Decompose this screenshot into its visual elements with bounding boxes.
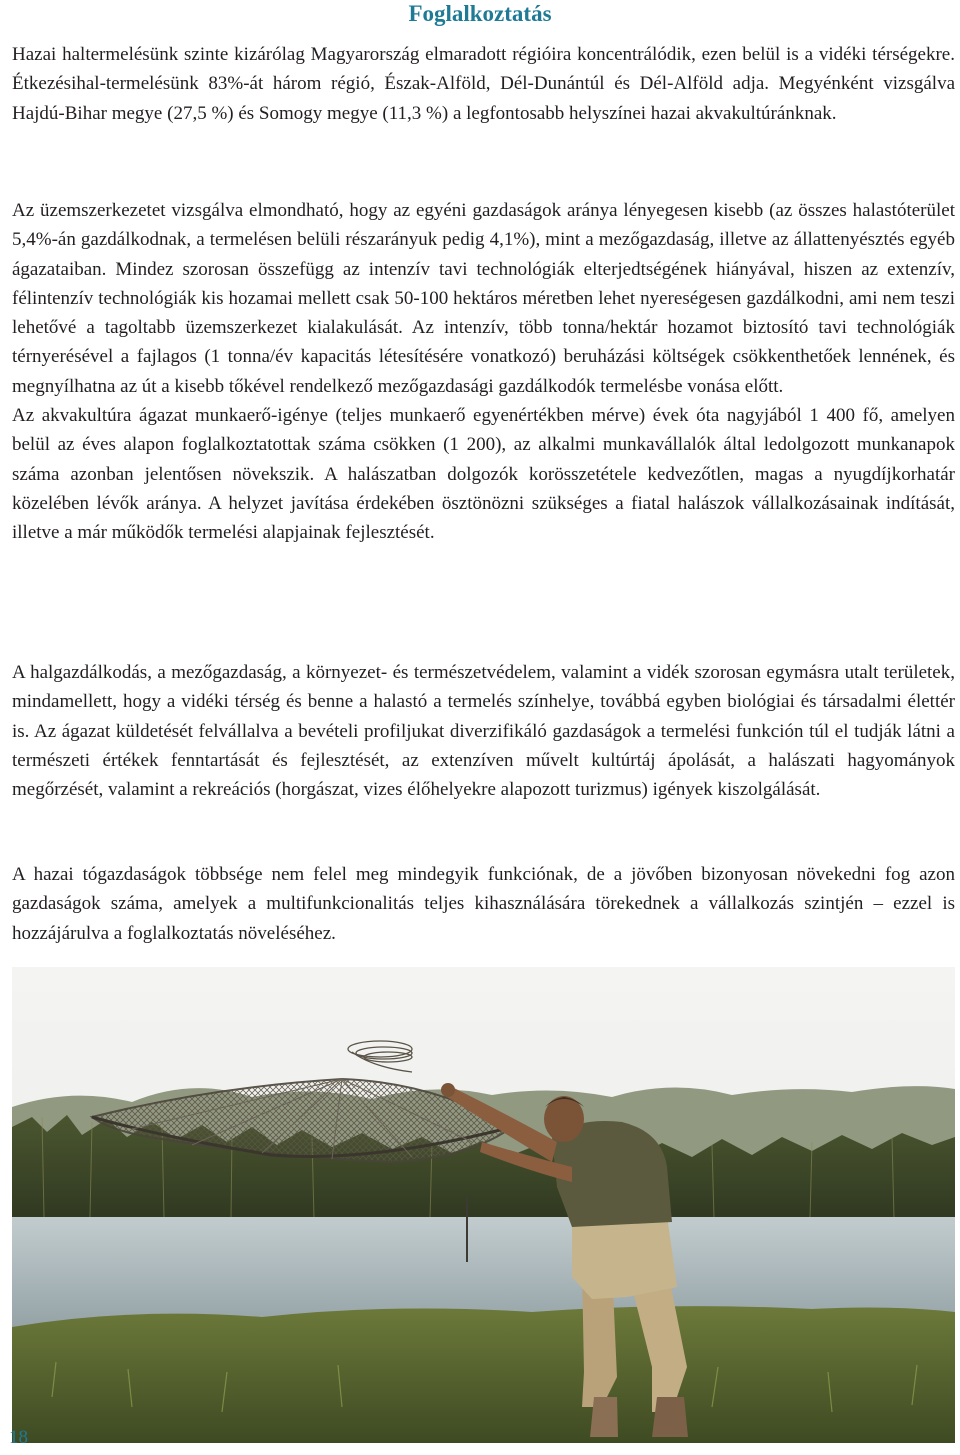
page-title: Foglalkoztatás — [408, 1, 552, 26]
text-block-structure — [12, 196, 955, 548]
text-block-outlook — [12, 860, 955, 948]
paragraph-labour-demand: Az akvakultúra ágazat munkaerő-igénye (teljes munkaerő egyenértékben mérve) évek óta nagyjából 1 400 fő, amelyen belül az éves alapon foglalkoztatottak száma csökken (1 200), az alkalmi munkavállalók által ledolgozott munkanapok száma azonban jelentősen növekszik. A halászatban dolgozók korösszetétele kedvezőtlen, magas a nyugdíjkorhatár közelében lévők aránya. A helyzet javítása érdekében ösztönözni szükséges a fiatal halászok vállalkozásainak indítását, illetve a már működők termelési alapjainak fejlesztését. — [12, 405, 955, 544]
text-block-intro — [12, 40, 955, 128]
paragraph-farm-structure: Az üzemszerkezetet vizsgálva elmondható, hogy az egyéni gazdaságok aránya lényegesen kisebb (az összes halastóterület 5,4%-án gazdálkodnak, a termelésen belüli részarányuk pedig 4,1%), mint a mezőgazdaság, illetve az állattenyésztés egyéb ágazataiban. Mindez szorosan összefügg az intenzív tavi technológiák elterjedtségének hiányával, hiszen az extenzív, félintenzív technológiák kis hozamai mellett csak 50-100 hektáros méretben lehet nyereségesen gazdálkodni, ami nem teszi lehetővé a tagoltabb üzemszerkezet kialakulását. Az intenzív, több tonna/hektár hozamot biztosító tavi technológiák térnyerésével a fajlagos (1 tonna/év kapacitás létesítésére vonatkozó) beruházási költségek csökkenthetőek lennének, és megnyílhatna az út a kisebb tőkével rendelkező mezőgazdasági gazdálkodók termelésbe vonása előtt. — [12, 200, 955, 397]
fisherman-casting-net-photo — [12, 967, 955, 1443]
grass-bank — [12, 1306, 955, 1443]
photo-illustration — [12, 967, 955, 1443]
text-block-multifunction — [12, 658, 955, 804]
paragraph-outlook: A hazai tógazdaságok többsége nem felel meg mindegyik funkciónak, de a jövőben bizonyosan növekedni fog azon gazdaságok száma, amelyek a multifunkcionalitás teljes kihasználására törekednek a vállalkozás szintjén – ezzel is hozzájárulva a foglalkoztatás növeléséhez. — [12, 864, 955, 944]
paragraph-rural-role: A halgazdálkodás, a mezőgazdaság, a környezet- és természetvédelem, valamint a vidék szorosan egymásra utalt területek, mindamellett, hogy a vidéki térség és benne a halastó a termelés színhelye, továbbá egyben biológiai és társadalmi élettér is. Az ágazat küldetését felvállalva a bevételi profiljukat diverzifikáló gazdaságok a termelési funkción túl el tudják látni a természeti értékek fenntartását és fejlesztését, az extenzíven művelt kultúrtáj ápolását, a halászati hagyományok megőrzését, valamint a rekreációs (horgászat, vizes élőhelyekre alapozott turizmus) igények kiszolgálását. — [12, 662, 955, 801]
paragraph-regions: Hazai haltermelésünk szinte kizárólag Magyarország elmaradott régióira koncentrálódik, ezen belül is a vidéki térségekre. Étkezésihal-termelésünk 83%-át három régió, Észak-Alföld, Dél-Dunántúl és Dél-Alföld adja. Megyénként vizsgálva Hajdú-Bihar megye (27,5 %) és Somogy megye (11,3 %) a legfontosabb helyszínei hazai akvakultúránknak. — [12, 44, 955, 124]
page-number: 18 — [9, 1427, 28, 1448]
